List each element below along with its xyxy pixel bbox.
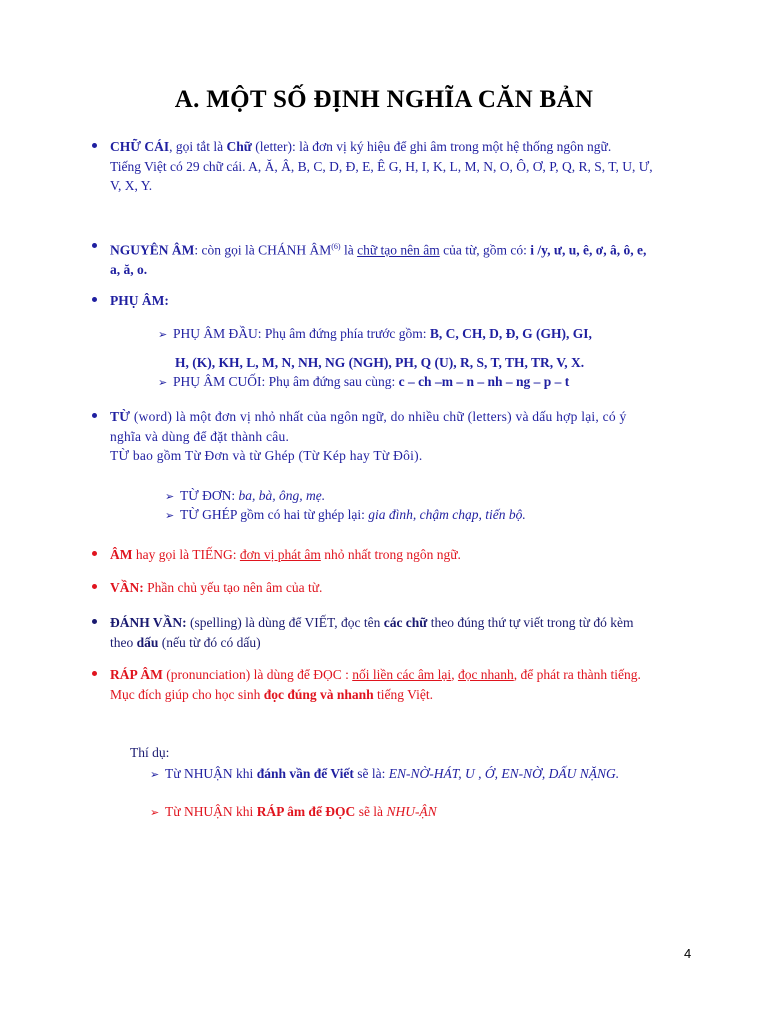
page-number: 4 <box>684 946 692 961</box>
sub-phu-am-dau <box>158 320 668 376</box>
text: TỪ GHÉP gồm có hai từ ghép lại: <box>180 507 369 522</box>
example: ba, bà, ông, mẹ. <box>238 488 326 503</box>
bullet-dot <box>92 671 97 676</box>
underlined-text: chữ tạo nên âm <box>357 242 440 258</box>
example-label: Thí dụ: <box>130 745 170 760</box>
text: nhỏ nhất trong ngôn ngữ. <box>320 547 461 562</box>
footnote-ref: (6) <box>331 242 341 251</box>
text: TỪ bao gồm Từ Đơn và từ Ghép (Từ Kép hay Từ Đôi). <box>110 448 423 463</box>
text: sẽ là: <box>353 766 389 781</box>
text: (nếu từ đó có dấu) <box>158 634 261 650</box>
text: tiếng Việt. <box>373 686 433 702</box>
term-tieng: TIẾNG: <box>192 547 237 562</box>
consonant-list: B, C, CH, D, Đ, G (GH), GI, <box>429 326 592 341</box>
term-tu: TỪ <box>110 409 131 424</box>
bullet-am <box>110 545 655 565</box>
text: (word) là một đơn vị nhỏ nhất của ngôn ngữ, do nhiều chữ (letters) và dấu hợp lại, có ý nghĩa và dùng để đặt thành câu. <box>110 409 627 444</box>
term-chu-cai: CHỮ CÁI <box>110 139 170 154</box>
underlined-text: nối liền các âm lại <box>352 667 452 682</box>
final-consonant-list: c – ch –m – n – nh – ng – p – t <box>398 374 570 389</box>
bullet-dot <box>92 619 97 624</box>
term-rap-am: RÁP ÂM <box>110 667 163 682</box>
bold-text: các chữ <box>383 615 428 630</box>
bullet-dot <box>92 297 97 302</box>
bullet-rap-am <box>110 665 655 704</box>
bold-text: đọc đúng và nhanh <box>263 686 374 702</box>
term-nguyen-am: NGUYÊN ÂM <box>110 242 195 258</box>
text: (letter): là đơn vị ký hiệu để ghi âm trong một hệ thống ngôn ngữ. <box>251 139 612 154</box>
underlined-text: đơn vị phát âm <box>239 547 321 562</box>
sub-phu-am-cuoi <box>158 372 668 394</box>
arrow-icon: ➢ <box>150 807 160 819</box>
text: , để phát ra thành tiếng. Mục đích giúp cho học sinh <box>110 667 641 702</box>
text: hay gọi là <box>132 547 193 562</box>
bullet-dot <box>92 143 97 148</box>
text: TỪ ĐƠN: <box>180 488 239 503</box>
example: NHU-ẬN <box>386 804 437 819</box>
example: EN-NỜ-HÁT, U , Ớ, EN-NỜ, DẤU NẶNG. <box>388 766 620 781</box>
bullet-phu-am <box>110 291 655 311</box>
text: là <box>340 242 358 258</box>
text: của từ, gồm có: <box>439 242 531 258</box>
bullet-dot <box>92 584 97 589</box>
consonant-list: H, (K), KH, L, M, N, NH, NG (NGH), PH, Q (U), R, S, T, TH, TR, V, X. <box>175 355 585 370</box>
bullet-dot <box>92 243 97 248</box>
term-phu-am: PHỤ ÂM: <box>110 293 169 308</box>
vowel-list: i /y, ư, u, ê, ơ, â, ô, e, a, ă, o. <box>110 242 647 277</box>
text: (spelling) là dùng để VIẾT, đọc tên <box>186 615 384 630</box>
bold-text: dấu <box>136 634 159 650</box>
alphabet-line: Tiếng Việt có 29 chữ cái. A, Ă, Â, B, C, D, Đ, E, Ê G, H, I, K, L, M, N, O, Ô, Ơ, P, Q, R, S, T, U, Ư, V, X, Y. <box>110 158 653 193</box>
underlined-text: đọc nhanh <box>457 667 514 682</box>
text: : còn gọi là CHÁNH ÂM <box>194 242 332 258</box>
arrow-icon: ➢ <box>150 769 160 781</box>
text: theo đúng thứ tự viết trong từ đó kèm theo <box>110 615 634 650</box>
sub-tu-ghep <box>165 505 665 527</box>
bullet-chu-cai <box>110 137 655 196</box>
bullet-nguyen-am <box>110 237 655 280</box>
example-danh-van <box>150 764 650 786</box>
bullet-tu <box>110 407 655 466</box>
page-title: A. MỘT SỐ ĐỊNH NGHĨA CĂN BẢN <box>174 86 594 113</box>
text: , gọi tắt là <box>169 139 227 154</box>
bullet-dot <box>92 551 97 556</box>
bullet-danh-van <box>110 613 655 652</box>
text: PHỤ ÂM CUỐI: Phụ âm đứng sau cùng: <box>173 374 399 389</box>
text: PHỤ ÂM ĐẦU: Phụ âm đứng phía trước gồm: <box>173 326 430 341</box>
example: gia đình, chậm chạp, tiến bộ. <box>368 507 526 522</box>
text: Từ NHUẬN khi <box>165 766 257 781</box>
bullet-dot <box>92 413 97 418</box>
arrow-icon: ➢ <box>158 377 168 389</box>
text: (pronunciation) là dùng để ĐỌC : <box>162 667 353 682</box>
text: Từ NHUẬN khi <box>165 804 257 819</box>
arrow-icon: ➢ <box>158 329 168 341</box>
term-chu: Chữ <box>226 139 252 154</box>
term-am: ÂM <box>110 547 133 562</box>
term-danh-van: ĐÁNH VẦN: <box>110 615 187 630</box>
arrow-icon: ➢ <box>165 491 175 503</box>
text: Phần chủ yếu tạo nên âm của từ. <box>143 580 323 595</box>
bold-text: RÁP âm để ĐỌC <box>256 804 356 819</box>
bullet-van <box>110 578 655 598</box>
text: sẽ là <box>355 804 387 819</box>
text: , <box>451 667 458 682</box>
term-van: VẦN: <box>110 580 144 595</box>
arrow-icon: ➢ <box>165 510 175 522</box>
example-rap-am <box>150 802 650 824</box>
bold-text: đánh vần để Viết <box>256 766 354 781</box>
